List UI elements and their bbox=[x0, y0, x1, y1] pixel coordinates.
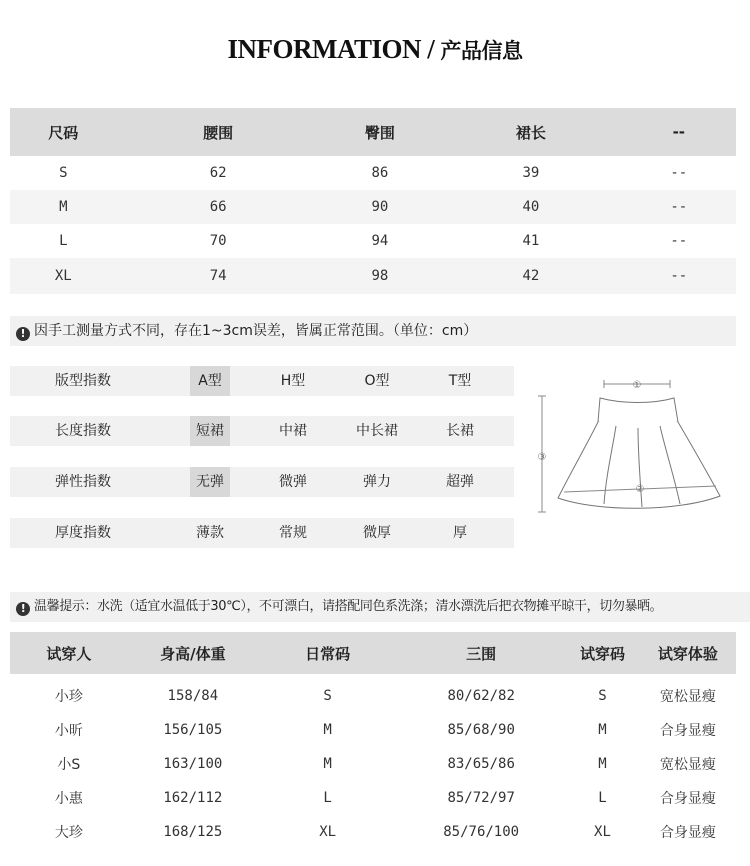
tryon-cell: 合身显瘦 bbox=[659, 723, 716, 739]
size-cell: 70 bbox=[209, 233, 227, 249]
size-cell: 62 bbox=[209, 165, 227, 181]
tryon-cell: XL bbox=[594, 824, 611, 840]
index-option: H型 bbox=[280, 373, 306, 389]
table-row bbox=[10, 190, 736, 224]
tryon-cell: 小昕 bbox=[54, 723, 83, 739]
tryon-cell: 83/65/86 bbox=[447, 756, 515, 772]
skirt-measurement-diagram bbox=[528, 366, 738, 542]
size-header-cell: 尺码 bbox=[10, 108, 117, 156]
diagram-mark: ① bbox=[632, 380, 642, 391]
tryon-cell: M bbox=[598, 756, 607, 772]
size-cell: 90 bbox=[320, 190, 440, 224]
tryon-cell: 80/62/82 bbox=[447, 688, 515, 704]
size-cell: 94 bbox=[371, 233, 389, 249]
index-option: 薄款 bbox=[196, 525, 224, 541]
index-option: 长裙 bbox=[446, 423, 474, 439]
tryon-cell: 85/72/97 bbox=[447, 790, 515, 806]
size-cell: 39 bbox=[522, 165, 540, 181]
alert-icon: ! bbox=[16, 602, 30, 616]
tryon-cell: 小珍 bbox=[54, 689, 83, 705]
index-option: 厚 bbox=[453, 525, 467, 541]
size-cell: 74 bbox=[117, 258, 320, 294]
tryon-cell: 小惠 bbox=[54, 791, 83, 807]
tryon-table-header bbox=[10, 632, 736, 674]
tryon-table bbox=[10, 632, 736, 849]
tryon-cell: 85/68/90 bbox=[447, 722, 515, 738]
size-cell: 40 bbox=[440, 190, 621, 224]
size-table-header bbox=[10, 108, 736, 156]
diagram-mark: ② bbox=[635, 484, 645, 495]
size-cell: M bbox=[10, 190, 117, 224]
index-option: T型 bbox=[448, 373, 472, 389]
title-cn: 产品信息 bbox=[440, 39, 523, 63]
index-option: 常规 bbox=[279, 525, 307, 541]
size-cell: 66 bbox=[117, 190, 320, 224]
index-option: 微厚 bbox=[363, 525, 391, 541]
tryon-cell: 85/76/100 bbox=[443, 824, 520, 840]
index-label: 弹性指数 bbox=[55, 474, 111, 490]
tryon-cell: 宽松显瘦 bbox=[659, 689, 716, 705]
table-row bbox=[10, 156, 736, 190]
index-option-selected: 短裙 bbox=[190, 416, 230, 446]
index-option-selected: A型 bbox=[190, 366, 230, 396]
tryon-cell: 162/112 bbox=[163, 790, 223, 806]
index-row-fit bbox=[10, 366, 514, 396]
tryon-header-cell: 试穿体验 bbox=[640, 632, 736, 674]
size-header-cell: 腰围 bbox=[117, 108, 320, 156]
alert-icon: ! bbox=[16, 327, 30, 341]
tryon-cell: S bbox=[598, 688, 607, 704]
title-separator: / bbox=[427, 34, 435, 64]
measurement-note bbox=[10, 316, 736, 346]
diagram-mark: ③ bbox=[537, 452, 547, 463]
size-header-cell: 裙长 bbox=[440, 108, 621, 156]
index-label: 长度指数 bbox=[55, 423, 111, 439]
tryon-cell: 宽松显瘦 bbox=[659, 757, 716, 773]
washing-tip bbox=[10, 592, 750, 622]
index-row-thickness bbox=[10, 518, 514, 548]
size-cell: -- bbox=[622, 258, 736, 294]
tryon-cell: L bbox=[598, 790, 607, 806]
tryon-header-cell: 试穿码 bbox=[565, 632, 640, 674]
size-cell: -- bbox=[670, 233, 688, 249]
table-row bbox=[10, 713, 736, 747]
index-option-selected: 无弹 bbox=[190, 467, 230, 497]
index-row-elasticity bbox=[10, 467, 514, 497]
tryon-cell: XL bbox=[319, 824, 337, 840]
tryon-header-cell: 三围 bbox=[397, 632, 565, 674]
index-option: 中长裙 bbox=[356, 423, 398, 439]
tryon-cell: M bbox=[598, 722, 607, 738]
index-option: 弹力 bbox=[363, 474, 391, 490]
washing-tip-text: 温馨提示：水洗（适宜水温低于30℃），不可漂白，请搭配同色系洗涤；清水漂洗后把衣物摊平晾干，切勿暴晒。 bbox=[34, 599, 663, 614]
tryon-header-cell: 试穿人 bbox=[10, 632, 128, 674]
page-title bbox=[0, 34, 750, 65]
title-en: INFORMATION bbox=[227, 34, 421, 64]
size-cell: -- bbox=[622, 190, 736, 224]
size-cell: 41 bbox=[522, 233, 540, 249]
tryon-header-cell: 日常码 bbox=[258, 632, 397, 674]
tryon-cell: 合身显瘦 bbox=[659, 825, 716, 841]
tryon-cell: 156/105 bbox=[163, 722, 223, 738]
table-row bbox=[10, 258, 736, 294]
tryon-cell: 158/84 bbox=[167, 688, 219, 704]
tryon-cell: 168/125 bbox=[163, 824, 223, 840]
tryon-cell: M bbox=[323, 756, 332, 772]
index-option: 超弹 bbox=[446, 474, 474, 490]
table-row bbox=[10, 224, 736, 258]
tryon-header-cell: 身高/体重 bbox=[128, 632, 258, 674]
size-cell: -- bbox=[670, 165, 688, 181]
index-option: 微弹 bbox=[279, 474, 307, 490]
tryon-cell: 163/100 bbox=[163, 756, 223, 772]
tryon-cell: 小S bbox=[57, 757, 81, 773]
index-option: O型 bbox=[364, 373, 390, 389]
tryon-cell: 合身显瘦 bbox=[659, 791, 716, 807]
tryon-cell: 大珍 bbox=[54, 825, 83, 841]
index-label: 厚度指数 bbox=[55, 525, 111, 541]
size-header-cell: 臀围 bbox=[320, 108, 440, 156]
size-cell: 86 bbox=[371, 165, 389, 181]
size-cell: 42 bbox=[440, 258, 621, 294]
index-row-length bbox=[10, 416, 514, 446]
size-cell: S bbox=[59, 165, 68, 181]
size-table bbox=[10, 108, 736, 294]
size-cell: L bbox=[59, 233, 68, 249]
table-row bbox=[10, 781, 736, 815]
index-label: 版型指数 bbox=[55, 373, 111, 389]
table-row bbox=[10, 747, 736, 781]
size-header-cell: -- bbox=[622, 108, 736, 156]
tryon-cell: S bbox=[323, 688, 332, 704]
table-row bbox=[10, 815, 736, 849]
tryon-cell: M bbox=[323, 722, 332, 738]
size-cell: 98 bbox=[320, 258, 440, 294]
index-option: 中裙 bbox=[279, 423, 307, 439]
measurement-note-text: 因手工测量方式不同，存在1~3cm误差，皆属正常范围。（单位：cm） bbox=[34, 323, 478, 339]
tryon-cell: L bbox=[323, 790, 332, 806]
size-cell: XL bbox=[10, 258, 117, 294]
table-row bbox=[10, 674, 736, 713]
